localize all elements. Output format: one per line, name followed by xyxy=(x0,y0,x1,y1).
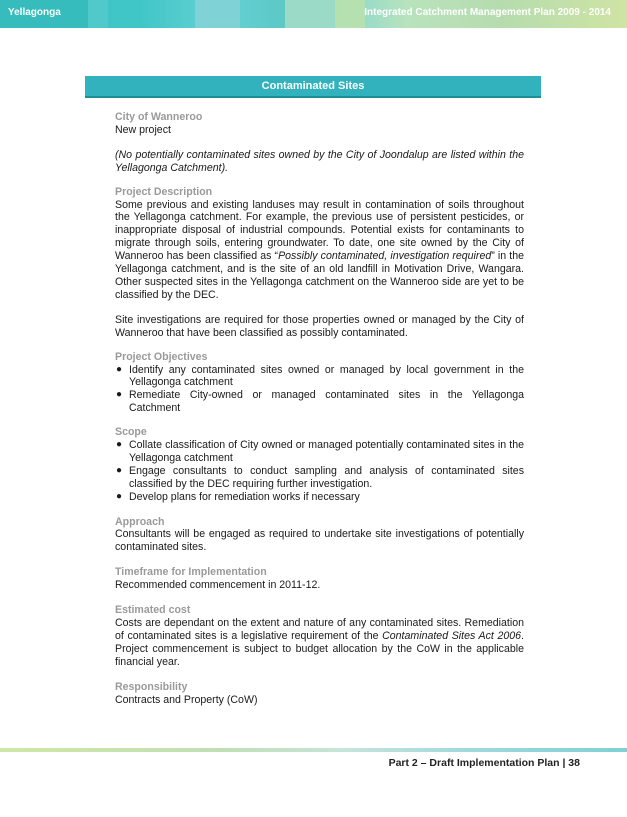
description-text: Some previous and existing landuses may result in contamination of soils throughout the Yellagonga catchment. For example, the previous use of persistent pesticides, or inappropriate disposal of industrial compounds. Potential exists for contaminants to migrate through soils, entering groundwater. To date, one site owned by the City of Wanneroo has been classified as “ xyxy=(115,198,524,263)
cost-text xyxy=(115,617,524,669)
objectives-heading: Project Objectives xyxy=(115,350,208,363)
list-item-text: Remediate City-owned or managed contaminated sites in the Yellagonga Catchment xyxy=(129,389,524,415)
scope-heading: Scope xyxy=(115,426,147,439)
description-heading: Project Description xyxy=(115,185,213,198)
owner-heading: City of Wanneroo xyxy=(115,111,203,123)
list-item-text: Develop plans for remediation works if necessary xyxy=(129,490,360,503)
description-italic-text: Possibly contaminated, investigation required xyxy=(278,250,492,263)
approach-text: Consultants will be engaged as required to undertake site investigations of potentially contaminated sites. xyxy=(115,528,524,554)
list-item-text: Identify any contaminated sites owned or managed by local government in the Yellagonga catchment xyxy=(129,363,524,389)
header-stripe xyxy=(88,0,108,28)
bullet-icon: ● xyxy=(116,363,123,375)
responsibility-heading: Responsibility xyxy=(115,680,188,693)
bullet-icon: ● xyxy=(116,464,123,476)
responsibility-text: Contracts and Property (CoW) xyxy=(115,693,258,706)
description-paragraph-1 xyxy=(115,199,524,302)
list-item-text: Engage consultants to conduct sampling and analysis of contaminated sites classified by the DEC requiring further investigation. xyxy=(129,464,524,490)
scope-list xyxy=(115,439,524,504)
spacer xyxy=(115,137,524,149)
approach-heading: Approach xyxy=(115,515,165,528)
header-brand: Yellagonga xyxy=(8,7,61,18)
bullet-icon: ● xyxy=(116,389,123,401)
footer-band xyxy=(0,748,627,752)
cost-italic-text: Contaminated Sites Act 2006 xyxy=(382,629,522,642)
bullet-icon: ● xyxy=(116,490,123,502)
header-band xyxy=(0,0,627,28)
cost-text-part: Costs are dependant on the extent and nature of any contaminated sites. Remediation of contaminated sites is a legislative requirement of the xyxy=(115,617,524,642)
note-text: (No potentially contaminated sites owned by the City of Joondalup are listed within the Yellagonga Catchment). xyxy=(115,148,524,174)
list-item xyxy=(115,389,524,415)
timeframe-text: Recommended commencement in 2011-12. xyxy=(115,579,321,592)
header-stripe xyxy=(285,0,335,28)
header-document-title: Integrated Catchment Management Plan 2009 - 2014 xyxy=(364,7,611,18)
objectives-list xyxy=(115,364,524,416)
header-stripe xyxy=(195,0,240,28)
list-item xyxy=(115,491,524,504)
cost-heading: Estimated cost xyxy=(115,604,191,617)
header-stripe xyxy=(335,0,365,28)
list-item xyxy=(115,364,524,390)
section-title-bar: Contaminated Sites xyxy=(85,76,541,98)
list-item xyxy=(115,439,524,465)
owner-text: New project xyxy=(115,123,171,136)
footer-page-label: Part 2 – Draft Implementation Plan | 38 xyxy=(388,757,580,769)
list-item-text: Collate classification of City owned or managed potentially contaminated sites in the Yellagonga catchment xyxy=(129,439,524,464)
description-text: ” in the Yellagonga catchment, and is the site of an old landfill in Motivation Drive, Wangara. Other suspected sites in the Yellagonga catchment on the Wanneroo side are yet to be classified by the DEC. xyxy=(115,250,524,301)
list-item xyxy=(115,465,524,491)
timeframe-heading: Timeframe for Implementation xyxy=(115,566,267,579)
description-paragraph-2: Site investigations are required for those properties owned or managed by the City of Wanneroo that have been classified as possibly contaminated. xyxy=(115,313,524,339)
spacer xyxy=(115,302,524,314)
bullet-icon: ● xyxy=(116,439,123,451)
cost-text-part: . Project commencement is subject to budget allocation by the CoW in the applicable financial year. xyxy=(115,629,524,668)
page-content xyxy=(115,111,524,706)
